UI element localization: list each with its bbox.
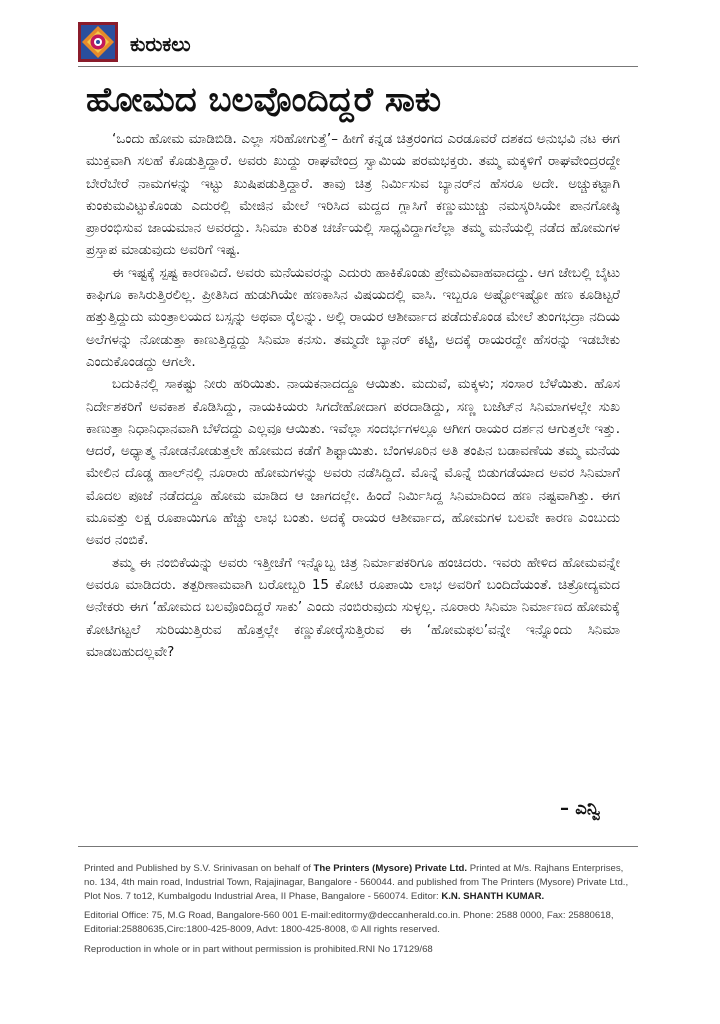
section-header <box>78 22 638 66</box>
footer-divider <box>78 846 638 847</box>
article-paragraph: ತಮ್ಮ ಈ ನಂಬಿಕೆಯನ್ನು ಅವರು ಇತ್ತೀಚೆಗೆ ಇನ್ನೊಬ್ಬ ಚಿತ್ರ ನಿರ್ಮಾಪಕರಿಗೂ ಹಂಚಿದರು. ಇವರು ಹೇಳಿದ ಹೋಮವನ್ನೇ ಅವರೂ ಮಾಡಿದರು. ತತ್ಪರಿಣಾಮವಾಗಿ ಬರೋಬ್ಬರಿ 15 ಕೋಟಿ ರೂಪಾಯಿ ಲಾಭ ಅವರಿಗೆ ಬಂದಿದೆಯಂತೆ. ಚಿತ್ರೋದ್ಯಮದ ಅನೇಕರು ಈಗ ‘ಹೋಮದ ಬಲವೊಂದಿದ್ದರೆ ಸಾಕು’ ಎಂದು ನಂಬಿರುವುದು ಸುಳ್ಳಲ್ಲ. ನೂರಾರು ಸಿನಿಮಾ ನಿರ್ಮಾಣದ ಹೋಮಕ್ಕೆ ಕೋಟಿಗಟ್ಟಲೆ ಸುರಿಯುತ್ತಿರುವ ಹೊತ್ತಲ್ಲೇ ಕಣ್ಣುಕೋರೈಸುತ್ತಿರುವ ಈ ‘ಹೋಮಫಲ’ವನ್ನೇ ಇನ್ನೊಂದು ಸಿನಿಮಾ ಮಾಡಬಹುದಲ್ಲವೇ? <box>86 554 620 660</box>
article-title: ಹೋಮದ ಬಲವೊಂದಿದ್ದರೆ ಸಾಕು <box>86 80 442 120</box>
reproduction-notice: Reproduction in whole or in part without permission is prohibited.RNI No 17129/68 <box>84 943 433 955</box>
section-logo-icon <box>78 22 118 62</box>
article-body <box>86 128 620 663</box>
section-label: ಕುರುಕಲು <box>130 32 191 56</box>
article-paragraph: ಬದುಕಿನಲ್ಲಿ ಸಾಕಷ್ಟು ನೀರು ಹರಿಯಿತು. ನಾಯಕನಾದದ್ದೂ ಆಯಿತು. ಮದುವೆ, ಮಕ್ಕಳು; ಸಂಸಾರ ಬೆಳೆಯಿತು. ಹೊಸ ನಿರ್ದೇಶಕರಿಗೆ ಅವಕಾಶ ಕೊಡಿಸಿದ್ದು, ನಾಯಕಿಯರು ಸಿಗದೇಹೋದಾಗ ಪರದಾಡಿದ್ದು, ಸಣ್ಣ ಬಜೆಟ್‌ನ ಸಿನಿಮಾಗಳಲ್ಲೇ ಸುಖ ಕಾಣುತ್ತಾ ನಿಧಾನಿಧಾನವಾಗಿ ಬೆಳೆದದ್ದು ಎಲ್ಲವೂ ಆಯಿತು. ಇವೆಲ್ಲಾ ಸಂದರ್ಭಗಳಲ್ಲೂ ಆಗೀಗ ರಾಯರ ದರ್ಶನ ಆಗುತ್ತಲೇ ಇತ್ತು. ಆದರೆ, ಅಧ್ಯಾತ್ಮ ನೋಡನೋಡುತ್ತಲೇ ಹೋಮದ ಕಡೆಗೆ ಶಿಫ್ಟಾಯಿತು. ಬೆಂಗಳೂರಿನ ಅತಿ ತಂಪಿನ ಬಡಾವಣೆಯ ತಮ್ಮ ಮನೆಯ ಮೇಲಿನ ದೊಡ್ಡ ಹಾಲ್‌ನಲ್ಲಿ ನೂರಾರು ಹೋಮಗಳನ್ನು ಅವರು ನಡೆಸಿದ್ದಿದೆ. ಮೊನ್ನೆ ಮೊನ್ನೆ ಬಿಡುಗಡೆಯಾದ ಅವರ ಸಿನಿಮಾಗೆ ಮೊದಲ ಪೂಜೆ ನಡೆದದ್ದೂ ಹೋಮ ಮಾಡಿದ ಆ ಜಾಗದಲ್ಲೇ. ಹಿಂದೆ ನಿರ್ಮಿಸಿದ್ದ ಸಿನಿಮಾದಿಂದ ಹಣ ನಷ್ಟವಾಗಿತ್ತು. ಈಗ ಮೂವತ್ತು ಲಕ್ಷ ರೂಪಾಯಿಗೂ ಹೆಚ್ಚು ಲಾಭ ಬಂತು. ಅದಕ್ಕೆ ರಾಯರ ಆಶೀರ್ವಾದ, ಹೋಮಗಳ ಬಲವೇ ಕಾರಣ ಎಂಬುದು ಅವರ ನಂಬಿಕೆ. <box>86 376 620 549</box>
footer-imprint <box>84 862 636 963</box>
article-paragraph: ಈ ಇಷ್ಟಕ್ಕೆ ಸ್ಪಷ್ಟ ಕಾರಣವಿದೆ. ಅವರು ಮನೆಯವರನ್ನು ಎದುರು ಹಾಕಿಕೊಂಡು ಪ್ರೇಮವಿವಾಹವಾದದ್ದು. ಆಗ ಜೇಬಲ್ಲಿ ಬೈಟು ಕಾಫಿಗೂ ಕಾಸಿರುತ್ತಿರಲಿಲ್ಲ. ಪ್ರೀತಿಸಿದ ಹುಡುಗಿಯೇ ಹಣಕಾಸಿನ ವಿಷಯದಲ್ಲಿ ವಾಸಿ. ಇಬ್ಬರೂ ಅಷ್ಟೋಇಷ್ಟೋ ಹಣ ಕೂಡಿಟ್ಟರೆ ಹತ್ತುತ್ತಿದ್ದುದು ಮಂತ್ರಾಲಯದ ಬಸ್ಸನ್ನು ಅಥವಾ ರೈಲನ್ನು. ಅಲ್ಲಿ ರಾಯರ ಆಶೀರ್ವಾದ ಪಡೆದುಕೊಂಡ ಮೇಲೆ ತುಂಗಭದ್ರಾ ನದಿಯ ಅಲೆಗಳನ್ನು ನೋಡುತ್ತಾ ಕಾಣುತ್ತಿದ್ದದ್ದು ಸಿನಿಮಾ ಕನಸು. ತಮ್ಮದೇ ಬ್ಯಾನರ್ ಕಟ್ಟಿ, ಅದಕ್ಕೆ ರಾಯರದ್ದೇ ಹೆಸರನ್ನು ಇಡಬೇಕು ಎಂದುಕೊಂಡದ್ದು ಆಗಲೇ. <box>86 264 620 370</box>
editor-name: K.N. SHANTH KUMAR. <box>441 890 545 902</box>
header-divider <box>78 66 638 67</box>
article-paragraph: ‘ಒಂದು ಹೋಮ ಮಾಡಿಬಿಡಿ. ಎಲ್ಲಾ ಸರಿಹೋಗುತ್ತೆ’– ಹೀಗೆ ಕನ್ನಡ ಚಿತ್ರರಂಗದ ಎರಡೂವರೆ ದಶಕದ ಅನುಭವಿ ನಟ ಈಗ ಮುಕ್ತವಾಗಿ ಸಲಹೆ ಕೊಡುತ್ತಿದ್ದಾರೆ. ಅವರು ಖುದ್ದು ರಾಘವೇಂದ್ರ ಸ್ವಾಮಿಯ ಪರಮಭಕ್ತರು. ತಮ್ಮ ಮಕ್ಕಳಿಗೆ ರಾಘವೇಂದ್ರರದ್ದೇ ಬೇರೆಬೇರೆ ನಾಮಗಳನ್ನು ಇಟ್ಟು ಖುಷಿಪಡುತ್ತಿದ್ದಾರೆ. ತಾವು ಚಿತ್ರ ನಿರ್ಮಿಸುವ ಬ್ಯಾನರ್‌ನ ಹೆಸರೂ ಅದೇ. ಅಚ್ಚುಕಟ್ಟಾಗಿ ಕುಂಕುಮವಿಟ್ಟುಕೊಂಡು ಎದುರಲ್ಲಿ ಮೇಜಿನ ಮೇಲೆ ಇರಿಸಿದ ಮದ್ದದ ಗ್ಲಾಸಿಗೆ ಕಣ್ಣುಮುಚ್ಚು ನಮಸ್ಕರಿಸಿಯೇ ಪಾನಗೋಷ್ಠಿ ಪ್ರಾರಂಭಿಸುವ ಜಾಯಮಾನ ಅವರದ್ದು. ಸಿನಿಮಾ ಕುರಿತ ಚರ್ಚೆಯಲ್ಲಿ ಸಾಧ್ಯವಿದ್ದಾಗಲೆಲ್ಲಾ ತಮ್ಮ ಮನೆಯಲ್ಲಿ ನಡೆದ ಹೋಮಗಳ ಪ್ರಸ್ತಾಪ ಮಾಡುವುದು ಅವರಿಗೆ ಇಷ್ಟ. <box>86 131 620 259</box>
imprint-text: Printed and Published by S.V. Srinivasan on behalf of The Printers (Mysore) Private Ltd. Printed at M/s. Rajhans Enterprises, no. 134, 4th main road, Industrial Town, Rajajinagar, Bangalore - 560044. and published from The Printers (Mysore) Private Ltd., Plot Nos. 7 to12, Kumbalgodu Industrial Area, II Phase, Bangalore - 560074. Editor: K.N. SHANTH KUMAR. <box>84 863 629 902</box>
editorial-office: Editorial Office: 75, M.G Road, Bangalore-560 001 E-mail:editormy@deccanherald.co.in. Phone: 2588 0000, Fax: 25880618, Editorial:25880635,Circ:1800-425-8009, Advt: 1800-425-8008, © All rights reserved. <box>84 910 614 936</box>
article-byline: – ಎನ್ವಿ <box>560 798 601 819</box>
publisher-name: The Printers (Mysore) Private Ltd. <box>313 863 468 874</box>
